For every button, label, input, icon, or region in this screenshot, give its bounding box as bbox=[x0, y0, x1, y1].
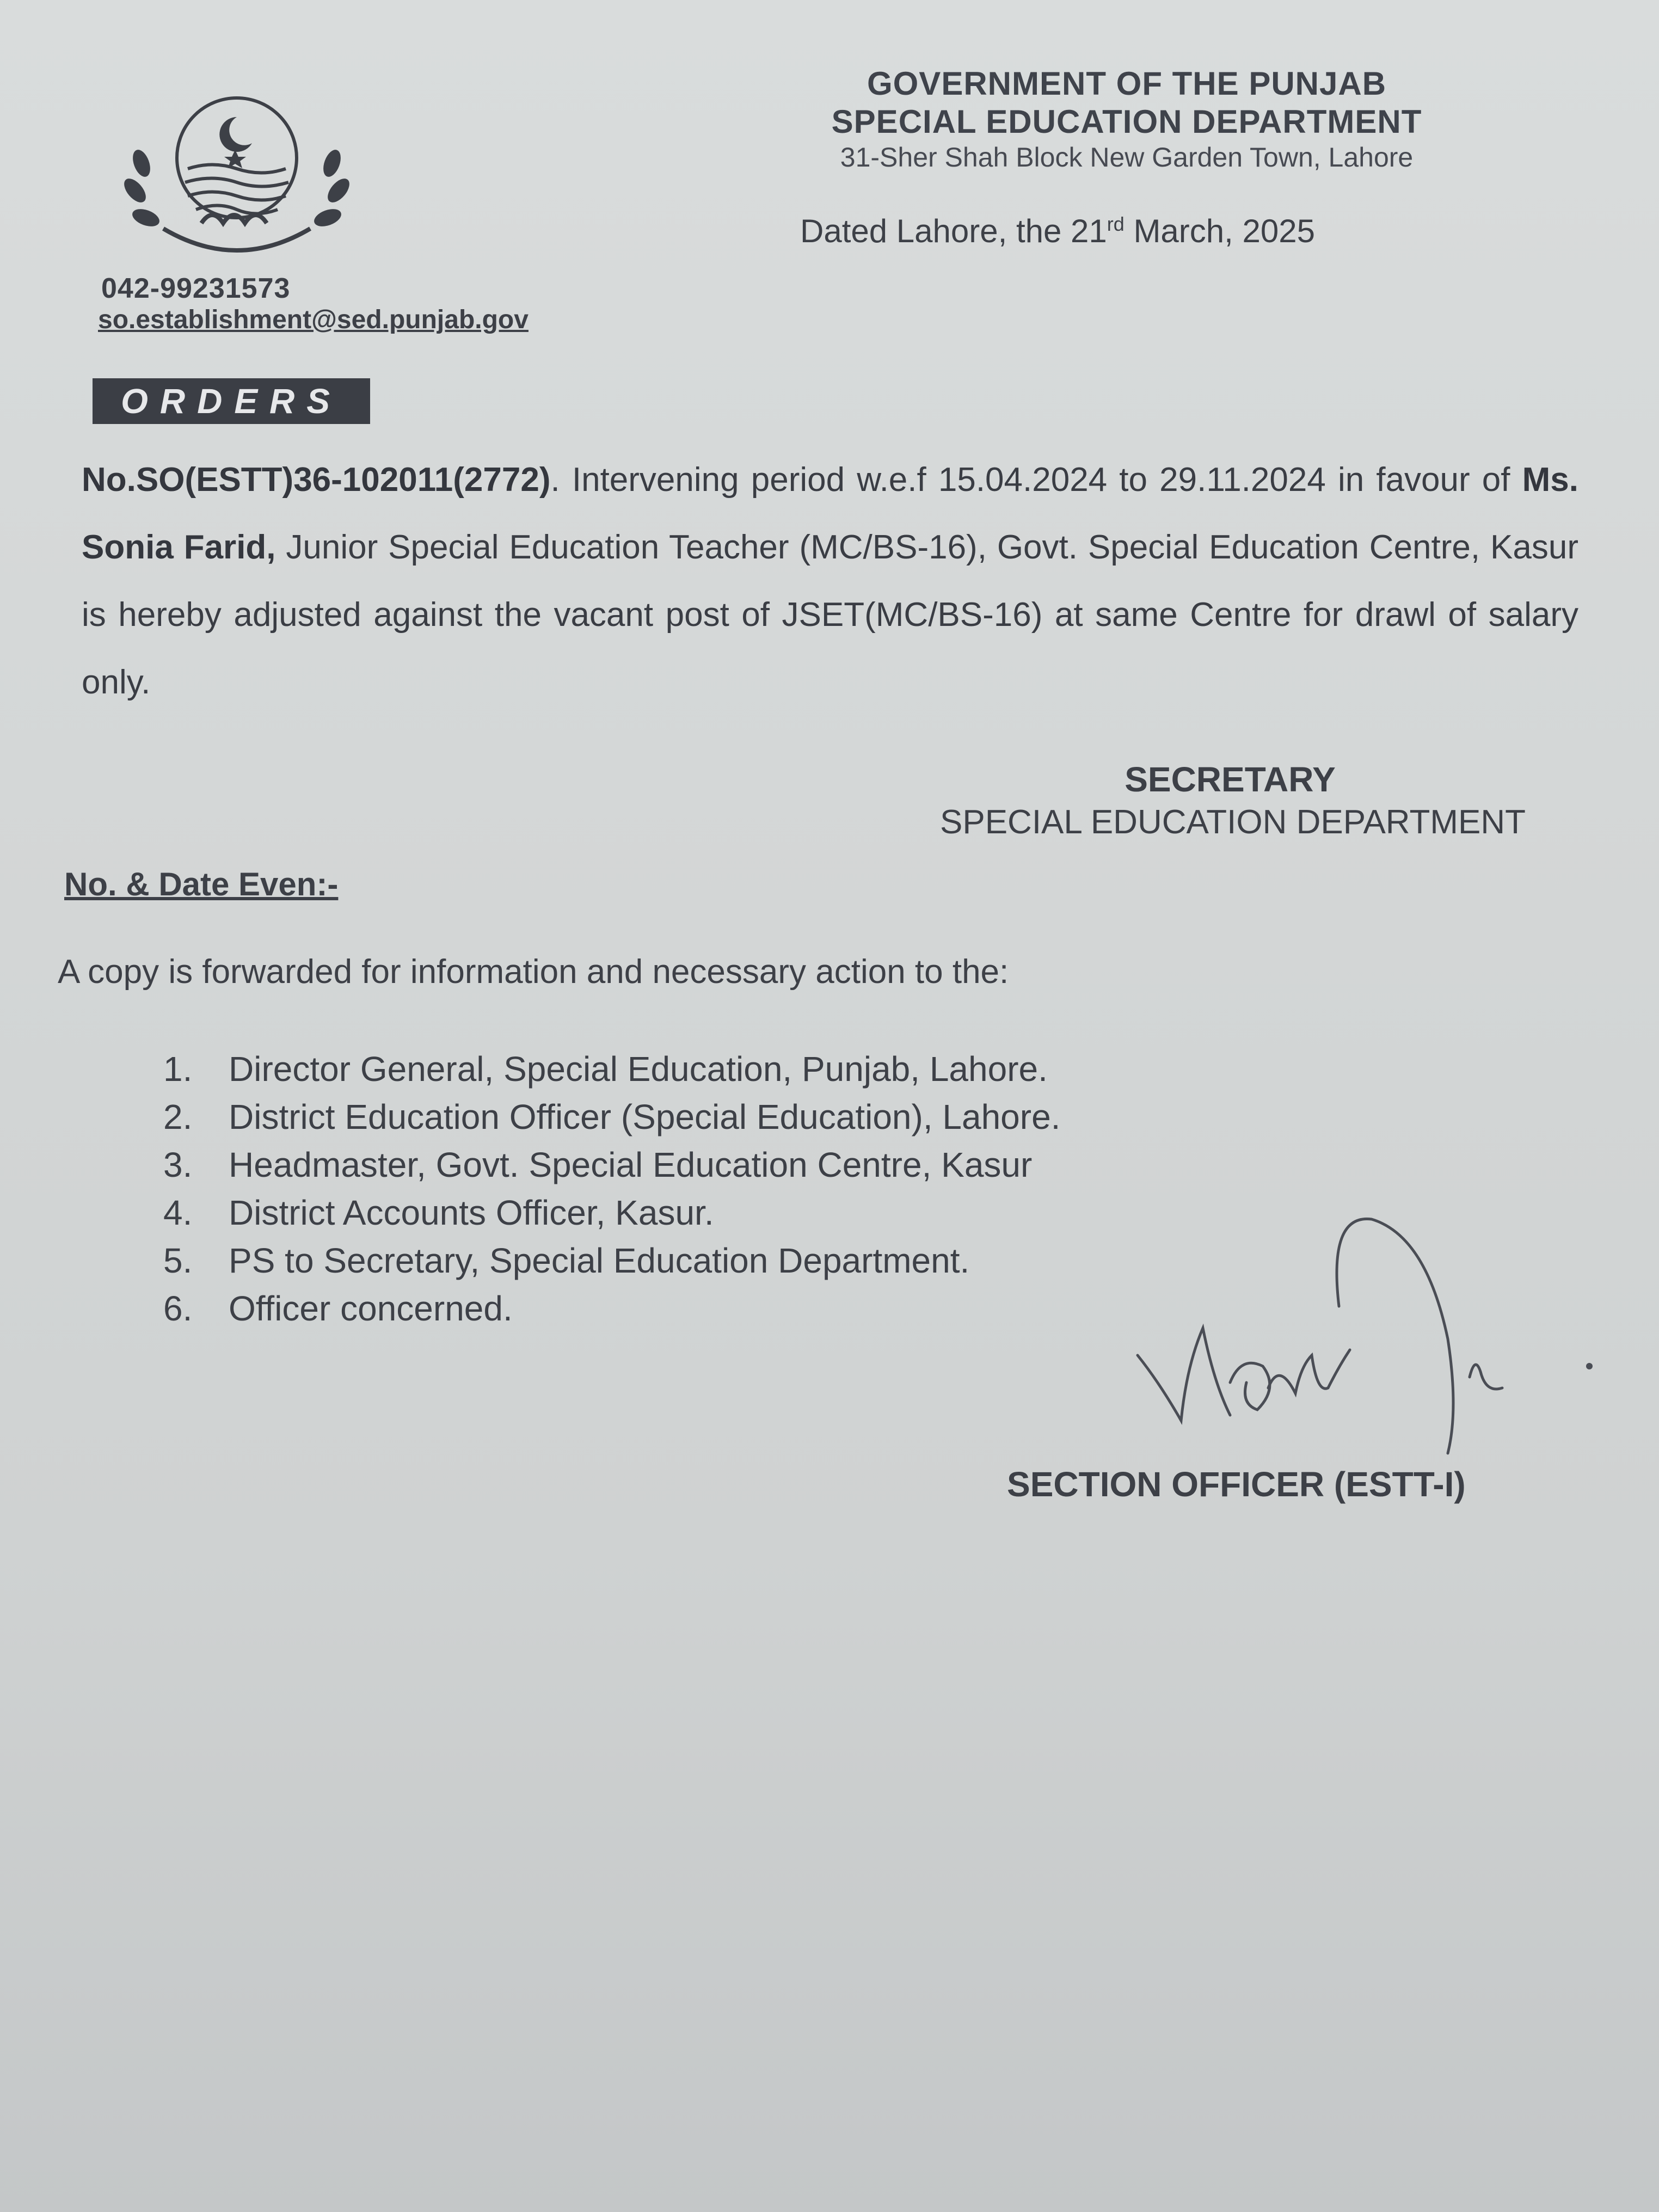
phone-number: 042-99231573 bbox=[101, 273, 291, 304]
copy-forwarded-text: A copy is forwarded for information and necessary action to the: bbox=[58, 953, 1009, 991]
orders-label: ORDERS bbox=[93, 378, 370, 424]
list-item bbox=[163, 1237, 1060, 1285]
list-item bbox=[163, 1141, 1060, 1189]
department-title: SPECIAL EDUCATION DEPARTMENT bbox=[831, 103, 1422, 140]
department-address: 31-Sher Shah Block New Garden Town, Lahore bbox=[840, 142, 1414, 173]
order-paragraph bbox=[82, 446, 1578, 716]
list-item-text: Officer concerned. bbox=[229, 1289, 513, 1328]
date-prefix: Dated Lahore, the 21 bbox=[800, 213, 1107, 249]
list-item-number: 6. bbox=[163, 1289, 193, 1328]
list-item bbox=[163, 1285, 1060, 1332]
secretary-title: SECRETARY bbox=[1125, 760, 1336, 799]
date-ordinal: rd bbox=[1107, 213, 1125, 235]
list-item-number: 5. bbox=[163, 1241, 193, 1280]
list-item bbox=[163, 1093, 1060, 1141]
list-item-number: 1. bbox=[163, 1049, 193, 1089]
email-address: so.establishment@sed.punjab.gov bbox=[98, 305, 529, 334]
secretary-department: SPECIAL EDUCATION DEPARTMENT bbox=[940, 803, 1526, 841]
list-item-text: Headmaster, Govt. Special Education Centre, Kasur bbox=[229, 1145, 1033, 1184]
list-item-number: 4. bbox=[163, 1193, 193, 1232]
employee-name: Ms. Sonia Farid, bbox=[82, 461, 1578, 566]
signature-icon bbox=[1121, 1203, 1611, 1475]
section-officer-title: SECTION OFFICER (ESTT-I) bbox=[1007, 1465, 1466, 1504]
date-suffix: March, 2025 bbox=[1124, 213, 1315, 249]
list-item-text: PS to Secretary, Special Education Department. bbox=[229, 1241, 970, 1280]
order-number: No.SO(ESTT)36-102011(2772) bbox=[82, 461, 551, 499]
government-title: GOVERNMENT OF THE PUNJAB bbox=[867, 65, 1387, 102]
list-item-number: 3. bbox=[163, 1145, 193, 1184]
list-item bbox=[163, 1045, 1060, 1093]
order-text-1: . Intervening period w.e.f 15.04.2024 to 29.11.2024 in favour of bbox=[550, 461, 1522, 499]
list-item-text: District Accounts Officer, Kasur. bbox=[229, 1193, 714, 1232]
list-item bbox=[163, 1189, 1060, 1237]
list-item-text: Director General, Special Education, Punjab, Lahore. bbox=[229, 1049, 1048, 1089]
list-item-text: District Education Officer (Special Education), Lahore. bbox=[229, 1097, 1061, 1136]
letterhead bbox=[762, 64, 1491, 174]
order-text-2: Junior Special Education Teacher (MC/BS-16), Govt. Special Education Centre, Kasur is hereby adjusted against the vacant post of JSET(MC/BS-16) at same Centre for drawl of salary only. bbox=[82, 529, 1578, 701]
list-item-number: 2. bbox=[163, 1097, 193, 1136]
date-line bbox=[800, 212, 1315, 250]
no-date-even-label: No. & Date Even:- bbox=[64, 866, 339, 902]
punjab-emblem-icon bbox=[120, 93, 354, 267]
recipients-list bbox=[163, 1045, 1060, 1332]
